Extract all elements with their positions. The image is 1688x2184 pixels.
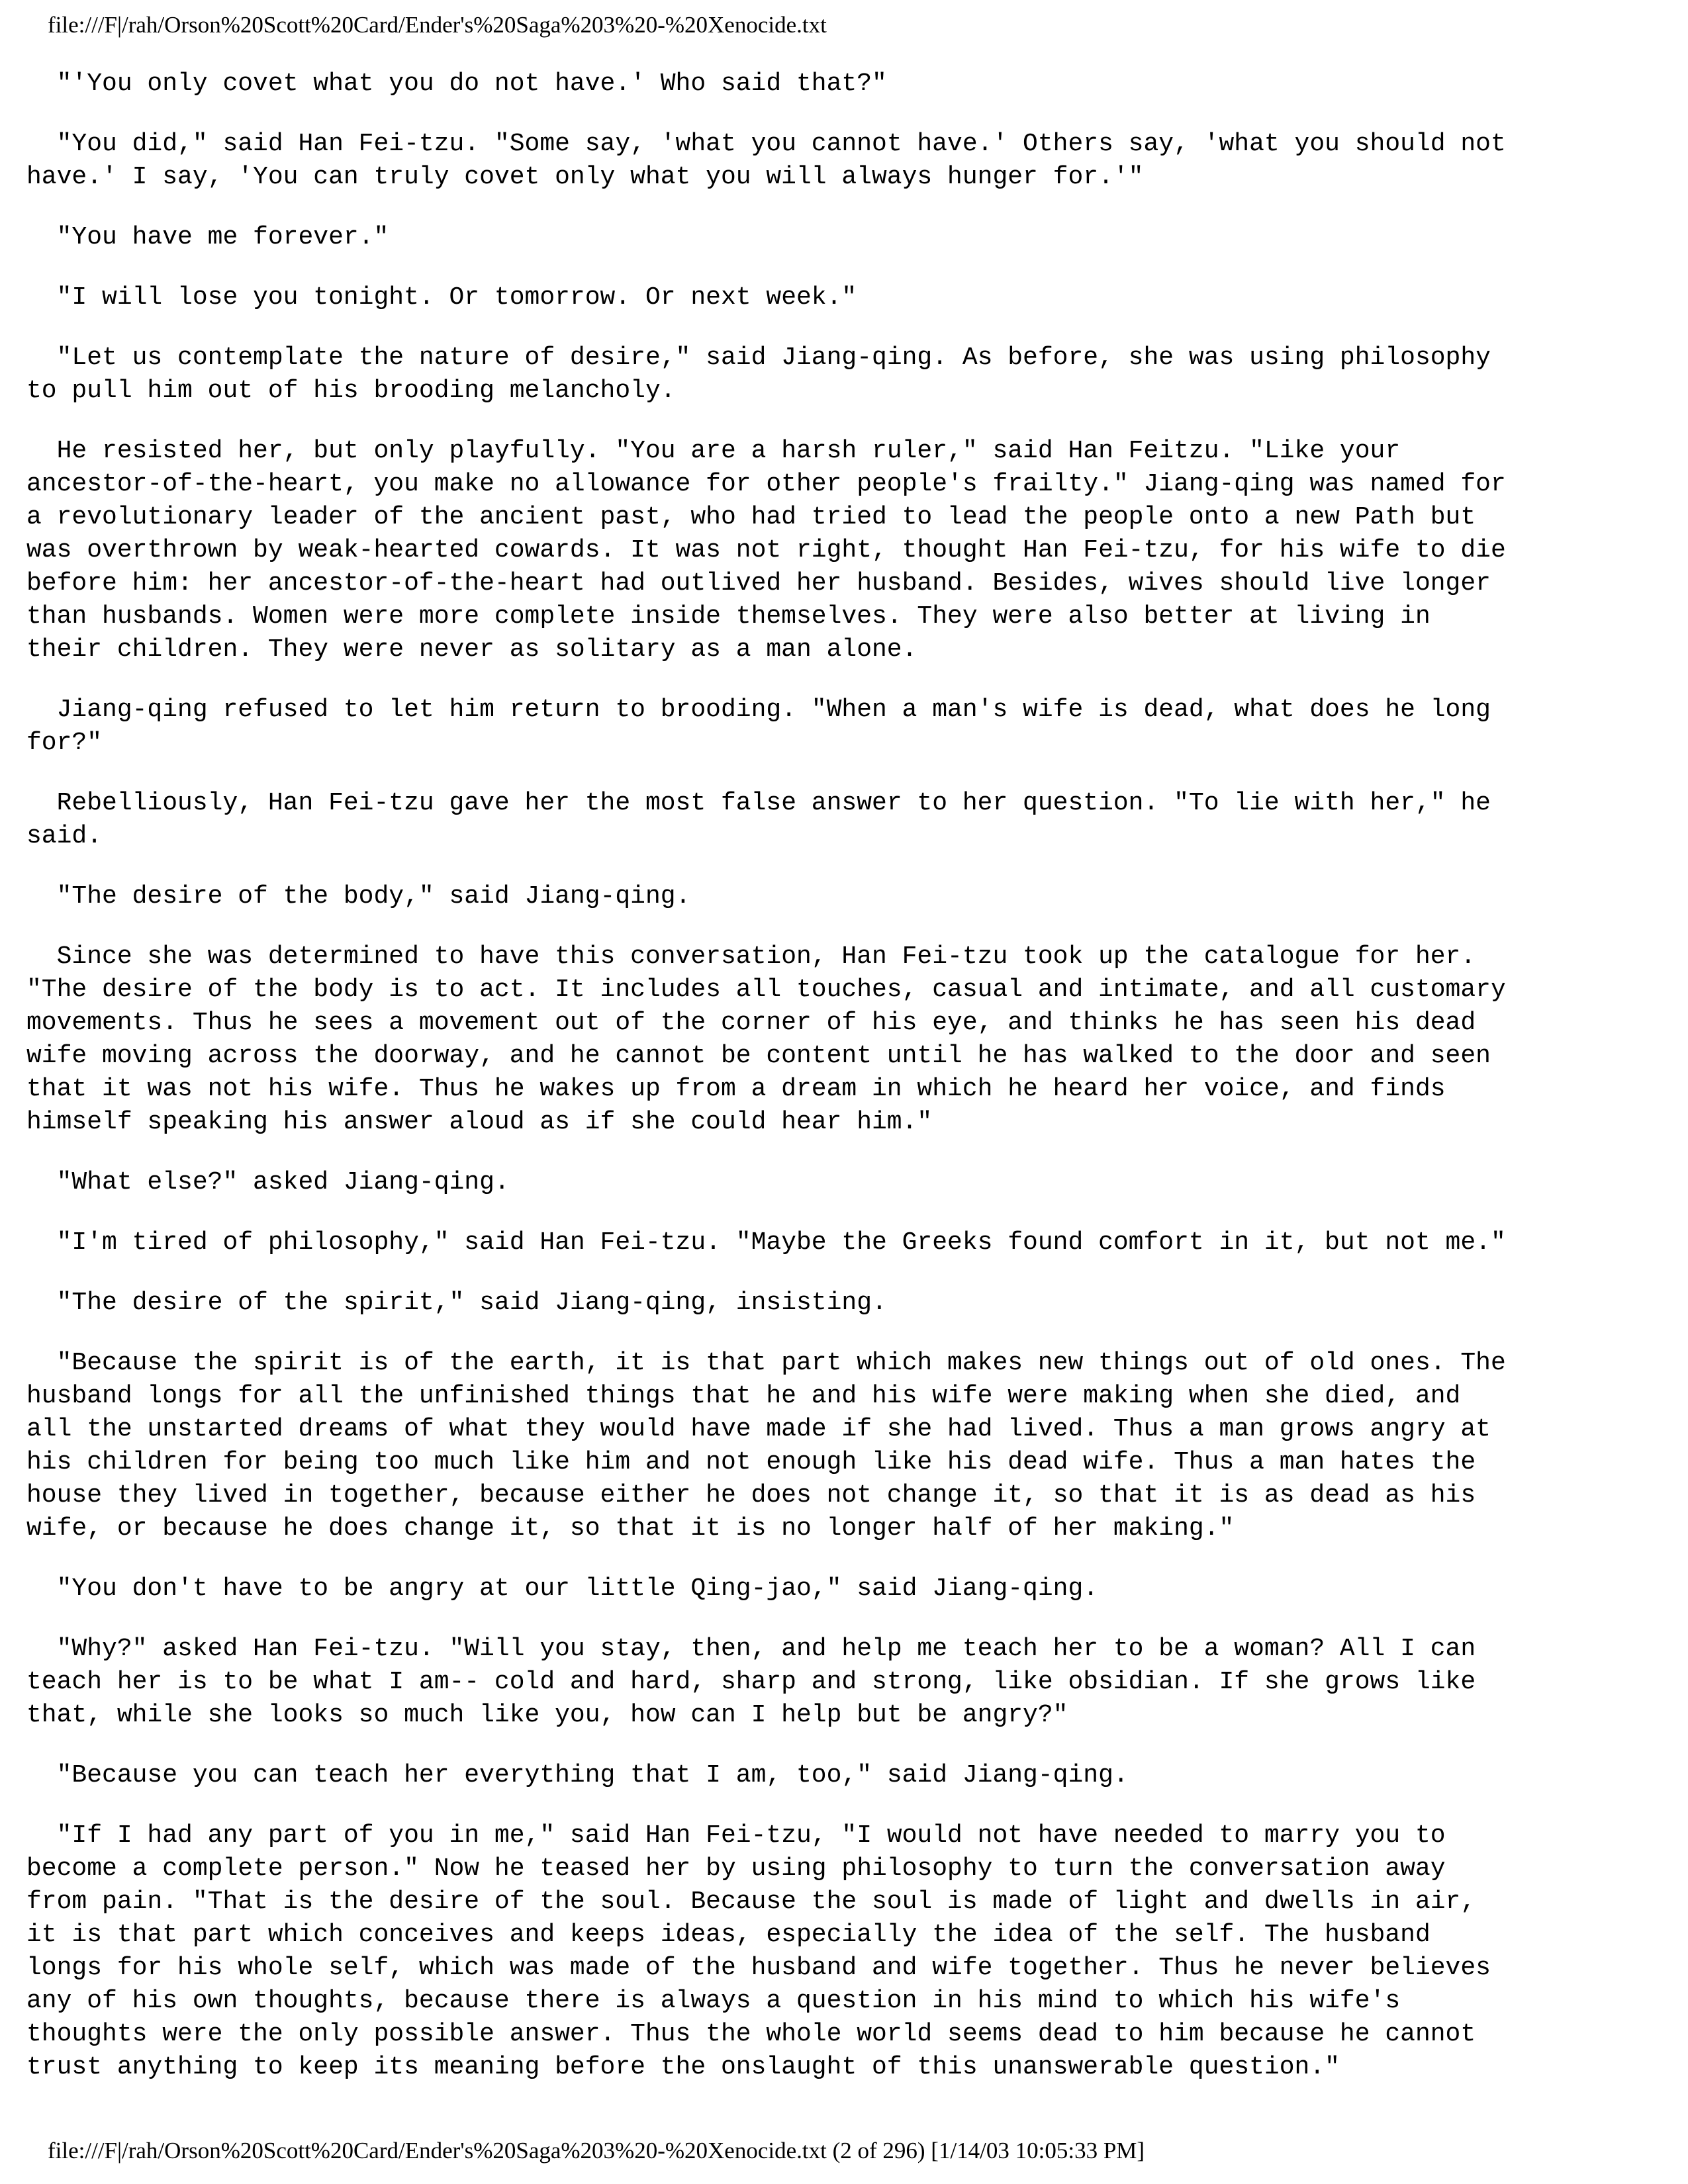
paragraph: "Let us contemplate the nature of desire," said Jiang-qing. As before, she was using philosophy to pull him out of his brooding melancholy. <box>26 343 1491 405</box>
paragraph: "I will lose you tonight. Or tomorrow. Or next week." <box>26 283 857 312</box>
paragraph: "You don't have to be angry at our little Qing-jao," said Jiang-qing. <box>26 1574 1099 1603</box>
paragraph: "The desire of the spirit," said Jiang-qing, insisting. <box>26 1289 887 1317</box>
paragraph: "Because the spirit is of the earth, it is that part which makes new things out of old ones. The husband longs for all the unfinished things that he and his wife were making when she died, and all the unstarted dreams of what they would have made if she had lived. Thus a man grows angry at his children for being too much like him and not enough like his dead wife. Thus a man hates the house they lived in together, because either he does not change it, so that it is as dead as his wife, or because he does change it, so that it is no longer half of her making." <box>26 1349 1506 1543</box>
document-body <box>26 68 1668 2111</box>
paragraph: "Because you can teach her everything that I am, too," said Jiang-qing. <box>26 1761 1129 1790</box>
paragraph: Jiang-qing refused to let him return to brooding. "When a man's wife is dead, what does he long for?" <box>26 696 1491 757</box>
paragraph: "'You only covet what you do not have.' Who said that?" <box>26 69 887 98</box>
paragraph: Since she was determined to have this conversation, Han Fei-tzu took up the catalogue for her. "The desire of the body is to act. It includes all touches, casual and intimate, and all customary movements. Thus he sees a movement out of the corner of his eye, and thinks he has seen his dead wife moving across the doorway, and he cannot be content until he has walked to the door and seen that it was not his wife. Thus he wakes up from a dream in which he heard her voice, and finds himself speaking his answer aloud as if she could hear him." <box>26 942 1506 1136</box>
paragraph: "Why?" asked Han Fei-tzu. "Will you stay, then, and help me teach her to be a woman? All I can teach her is to be what I am-- cold and hard, sharp and strong, like obsidian. If she grows like that, while she looks so much like you, how can I help but be angry?" <box>26 1635 1476 1729</box>
footer-file-info: file:///F|/rah/Orson%20Scott%20Card/Ender's%20Saga%203%20-%20Xenocide.txt (2 of 296) [1/14/03 10:05:33 PM] <box>48 2138 1145 2163</box>
paragraph: "You have me forever." <box>26 223 389 251</box>
paragraph: "What else?" asked Jiang-qing. <box>26 1168 510 1197</box>
paragraph: "The desire of the body," said Jiang-qing. <box>26 882 691 911</box>
paragraph: He resisted her, but only playfully. "You are a harsh ruler," said Han Feitzu. "Like your ancestor-of-the-heart, you make no allowance for other people's frailty." Jiang-qing was named for a revolutionary leader of the ancient past, who had tried to lead the people onto a new Path but was overthrown by weak-hearted cowards. It was not right, thought Han Fei-tzu, for his wife to die before him: her ancestor-of-the-heart had outlived her husband. Besides, wives should live longer than husbands. Women were more complete inside themselves. They were also better at living in their children. They were never as solitary as a man alone. <box>26 437 1506 664</box>
paragraph: "If I had any part of you in me," said Han Fei-tzu, "I would not have needed to marry you to become a complete person." Now he teased her by using philosophy to turn the conversation away from pain. "That is the desire of the soul. Because the soul is made of light and dwells in air, it is that part which conceives and keeps ideas, especially the idea of the self. The husband longs for his whole self, which was made of the husband and wife together. Thus he never believes any of his own thoughts, because there is always a question in his mind to which his wife's thoughts were the only possible answer. Thus the whole world seems dead to him because he cannot trust anything to keep its meaning before the onslaught of this unanswerable question." <box>26 1821 1491 2081</box>
paragraph: "You did," said Han Fei-tzu. "Some say, 'what you cannot have.' Others say, 'what you should not have.' I say, 'You can truly covet only what you will always hunger for.'" <box>26 130 1506 191</box>
paragraph: Rebelliously, Han Fei-tzu gave her the most false answer to her question. "To lie with her," he said. <box>26 789 1491 850</box>
header-file-path: file:///F|/rah/Orson%20Scott%20Card/Ender's%20Saga%203%20-%20Xenocide.txt <box>48 12 827 38</box>
paragraph: "I'm tired of philosophy," said Han Fei-tzu. "Maybe the Greeks found comfort in it, but not me." <box>26 1228 1506 1257</box>
